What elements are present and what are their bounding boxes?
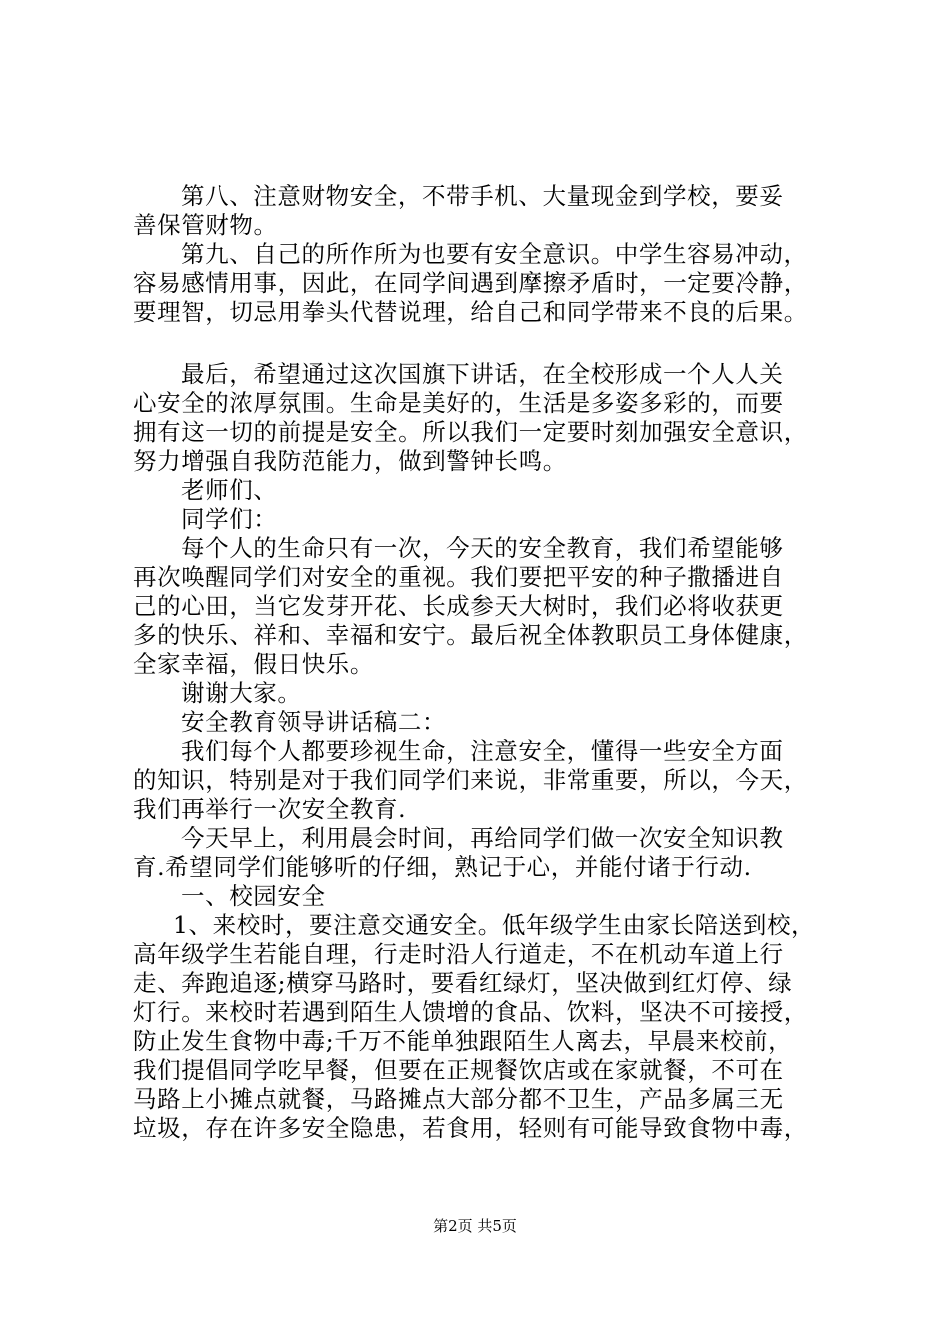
text-line: 全家幸福，假日快乐。 [133, 650, 374, 678]
text-line: 心安全的浓厚氛围。生命是美好的，生活是多姿多彩的，而要 [133, 389, 784, 417]
text-line: 我们再举行一次安全教育. [133, 795, 407, 823]
text-line: 一、校园安全 [181, 882, 326, 910]
text-line: 今天早上，利用晨会时间，再给同学们做一次安全知识教 [181, 824, 784, 852]
text-line: 第八、注意财物安全，不带手机、大量现金到学校，要妥 [181, 182, 784, 210]
text-line: 马路上小摊点就餐，马路摊点大部分都不卫生，产品多属三无 [133, 1085, 784, 1113]
text-line: 同学们： [181, 505, 278, 533]
text-line: 要理智，切忌用拳头代替说理，给自己和同学带来不良的后果。 [133, 298, 808, 326]
text-line: 1、来校时，要注意交通安全。低年级学生由家长陪送到校， [173, 911, 816, 939]
text-line: 灯行。来校时若遇到陌生人馈增的食品、饮料，坚决不可接授， [133, 998, 808, 1026]
text-line: 谢谢大家。 [181, 679, 302, 707]
text-line: 育.希望同学们能够听的仔细，熟记于心，并能付诸于行动. [133, 853, 752, 881]
text-line: 最后，希望通过这次国旗下讲话，在全校形成一个人人关 [181, 360, 784, 388]
text-line: 的知识，特别是对于我们同学们来说，非常重要，所以，今天， [133, 766, 808, 794]
text-line: 我们每个人都要珍视生命，注意安全，懂得一些安全方面 [181, 737, 784, 765]
text-line: 善保管财物。 [133, 211, 278, 239]
text-line: 己的心田，当它发芽开花、长成参天大树时，我们必将收获更 [133, 592, 784, 620]
text-line: 再次唤醒同学们对安全的重视。我们要把平安的种子撒播进自 [133, 563, 784, 591]
page-number-footer: 第2页 共5页 [433, 1217, 517, 1235]
text-line: 第九、自己的所作所为也要有安全意识。中学生容易冲动， [181, 240, 808, 268]
text-line: 垃圾，存在许多安全隐患，若食用，轻则有可能导致食物中毒， [133, 1114, 808, 1142]
text-line: 老师们、 [181, 476, 278, 504]
text-line: 努力增强自我防范能力，做到警钟长鸣。 [133, 447, 567, 475]
text-line: 我们提倡同学吃早餐，但要在正规餐饮店或在家就餐，不可在 [133, 1056, 784, 1084]
text-line: 容易感情用事，因此，在同学间遇到摩擦矛盾时，一定要冷静， [133, 269, 808, 297]
text-line: 拥有这一切的前提是安全。所以我们一定要时刻加强安全意识， [133, 418, 808, 446]
text-line: 高年级学生若能自理，行走时沿人行道走，不在机动车道上行 [133, 940, 784, 968]
text-line: 走、奔跑追逐;横穿马路时，要看红绿灯，坚决做到红灯停、绿 [133, 969, 793, 997]
text-line: 多的快乐、祥和、幸福和安宁。最后祝全体教职员工身体健康， [133, 621, 808, 649]
text-line: 防止发生食物中毒;千万不能单独跟陌生人离去，早晨来校前， [133, 1027, 793, 1055]
text-line: 安全教育领导讲话稿二： [181, 708, 447, 736]
text-line: 每个人的生命只有一次，今天的安全教育，我们希望能够 [181, 534, 784, 562]
